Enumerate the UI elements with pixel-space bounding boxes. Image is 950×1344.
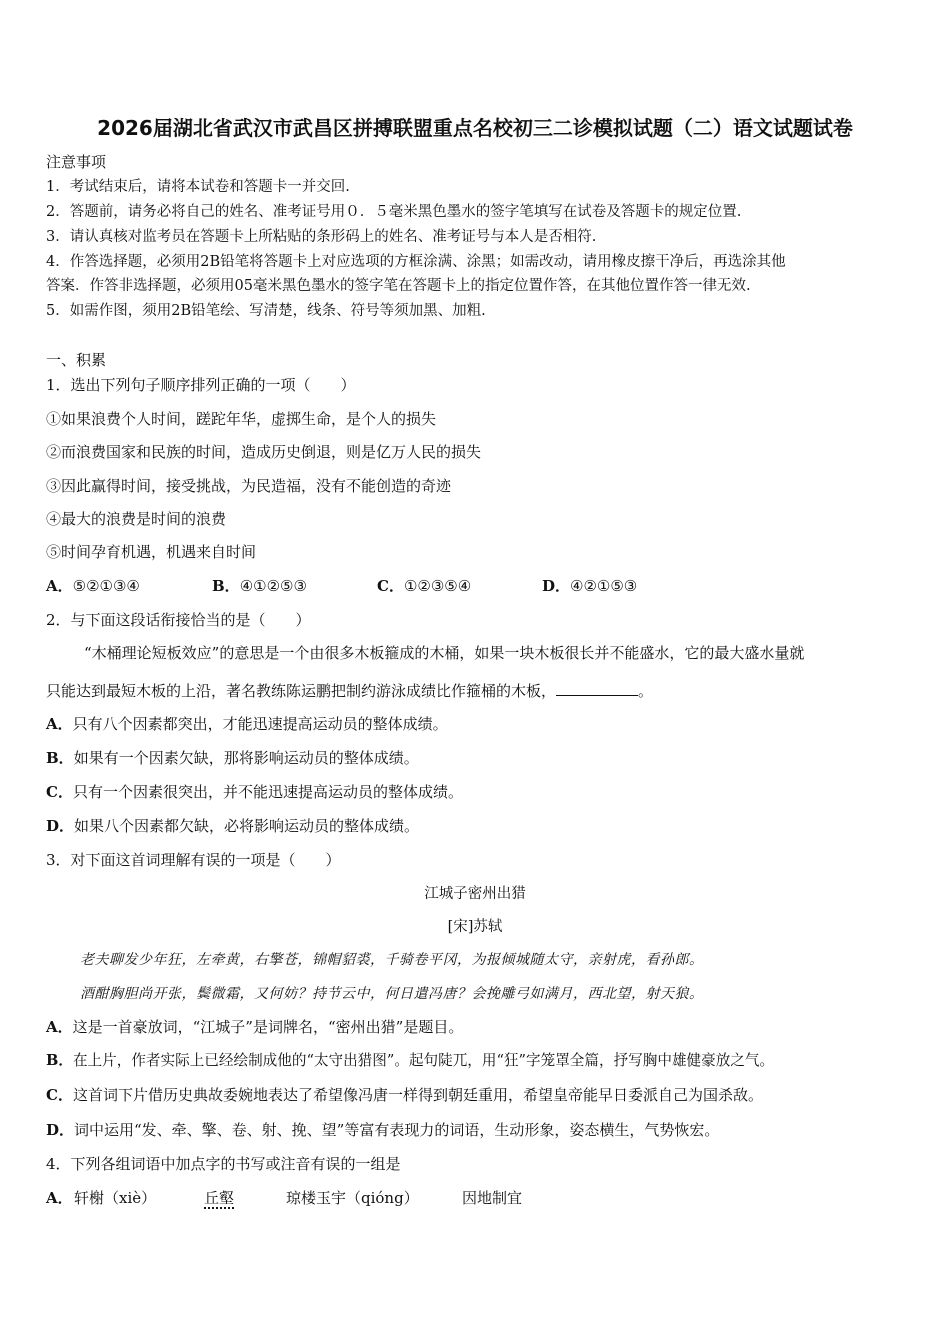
option-label: A． (46, 1018, 73, 1036)
option-text: 如果有一个因素欠缺，那将影响运动员的整体成绩。 (73, 749, 419, 767)
page-title: 2026届湖北省武汉市武昌区拼搏联盟重点名校初三二诊模拟试题（二）语文试题试卷 (97, 116, 853, 140)
question-number: 4． (46, 1155, 71, 1173)
option-text: 只有一个因素很突出，并不能迅速提高运动员的整体成绩。 (72, 783, 463, 801)
sentence: ③因此赢得时间，接受挑战，为民造福，没有不能创造的奇迹 (46, 477, 452, 495)
option-a-label[interactable]: A． (46, 1189, 73, 1207)
option-text: ④②①⑤③ (570, 577, 638, 595)
answer-blank[interactable] (556, 681, 638, 696)
option-c[interactable] (46, 1085, 763, 1105)
notice-heading: 注意事项 (46, 153, 107, 171)
poem-author: [宋]苏轼 (447, 919, 503, 935)
option-b[interactable] (46, 748, 419, 768)
option-text: 这是一首豪放词，“江城子”是词牌名，“密州出猎”是题目。 (72, 1018, 464, 1036)
option-text: ①②③⑤④ (403, 577, 472, 595)
option-label: D． (46, 817, 75, 835)
option-a[interactable] (46, 1017, 463, 1037)
sentence: ④最大的浪费是时间的浪费 (46, 510, 227, 528)
option-text: ⑤②①③④ (72, 577, 140, 595)
word-item: 因地制宜 (462, 1189, 523, 1207)
option-b[interactable] (212, 576, 307, 596)
option-label: C． (46, 1086, 73, 1104)
option-label: B． (212, 577, 240, 595)
option-a[interactable] (46, 714, 448, 734)
option-text: 如果八个因素都欠缺，必将影响运动员的整体成绩。 (74, 817, 420, 835)
dotted-word: 丘壑 (204, 1189, 235, 1207)
question-number: 1． (46, 376, 71, 394)
question-stem: 与下面这段话衔接恰当的是（ ） (70, 611, 311, 629)
option-c[interactable] (377, 576, 471, 596)
question-stem: 选出下列句子顺序排列正确的一项（ ） (70, 376, 356, 394)
sentence: ②而浪费国家和民族的时间，造成历史倒退，则是亿万人民的损失 (46, 443, 482, 461)
option-label: D． (46, 1121, 75, 1139)
question-3 (46, 850, 341, 870)
sentence: ①如果浪费个人时间，蹉跎年华，虚掷生命，是个人的损失 (46, 410, 437, 428)
option-text: 在上片，作者实际上已经绘制成他的“太守出猎图”。起句陡兀，用“狂”字笼罩全篇，抒写胸中雄健豪放之气。 (72, 1052, 775, 1069)
option-label: C． (46, 783, 73, 801)
option-b[interactable] (46, 1051, 774, 1071)
notice-item: 3．请认真核对监考员在答题卡上所粘贴的条形码上的姓名、准考证号与本人是否相符. (46, 229, 597, 245)
passage-line (46, 681, 653, 701)
poem-line: 酒酣胸胆尚开张，鬓微霜，又何妨？持节云中，何日遣冯唐？会挽雕弓如满月，西北望，射天狼。 (80, 986, 704, 1002)
notice-item: 1．考试结束后，请将本试卷和答题卡一并交回. (46, 179, 350, 195)
question-4 (46, 1154, 401, 1174)
passage-end: 。 (638, 682, 654, 700)
notice-item: 答案．作答非选择题，必须用05毫米黑色墨水的签字笔在答题卡上的指定位置作答，在其他位置作答一律无效. (46, 278, 751, 294)
option-label: A． (46, 577, 73, 595)
notice-item: 5．如需作图，须用2B铅笔绘、写清楚，线条、符号等须加黑、加粗. (46, 303, 486, 319)
question-stem: 下列各组词语中加点字的书写或注音有误的一组是 (70, 1155, 401, 1173)
question-number: 2． (46, 611, 71, 629)
option-label: D． (542, 577, 571, 595)
option-d[interactable] (46, 1120, 719, 1140)
question-2 (46, 610, 311, 630)
option-label: A． (46, 715, 73, 733)
option-a[interactable] (46, 576, 140, 596)
notice-item: 2．答题前，请务必将自己的姓名、准考证号用０．５毫米黑色墨水的签字笔填写在试卷及答题卡的规定位置. (46, 204, 742, 220)
question-stem: 对下面这首词理解有误的一项是（ ） (70, 851, 341, 869)
option-label: B． (46, 1052, 73, 1069)
sentence: ⑤时间孕育机遇，机遇来自时间 (46, 543, 257, 561)
question-1 (46, 375, 356, 395)
passage-line: “木桶理论短板效应”的意思是一个由很多木板箍成的木桶，如果一块木板很长并不能盛水，它的最大盛水量就 (84, 644, 805, 662)
poem-line: 老夫聊发少年狂，左牵黄，右擎苍，锦帽貂裘，千骑卷平冈，为报倾城随太守，亲射虎，看孙郎。 (80, 952, 704, 968)
option-d[interactable] (46, 816, 419, 836)
option-label: B． (46, 749, 74, 767)
passage-text: 只能达到最短木板的上沿，著名教练陈运鹏把制约游泳成绩比作箍桶的木板， (46, 682, 557, 700)
option-text: 只有八个因素都突出，才能迅速提高运动员的整体成绩。 (72, 715, 448, 733)
option-d[interactable] (542, 576, 637, 596)
option-c[interactable] (46, 782, 463, 802)
notice-item: 4．作答选择题，必须用2B铅笔将答题卡上对应选项的方框涂满、涂黑；如需改动，请用橡皮擦干净后，再选涂其他 (46, 254, 786, 270)
option-label: C． (377, 577, 404, 595)
option-text: ④①②⑤③ (239, 577, 307, 595)
word-item (204, 1188, 234, 1208)
word-item: 轩榭（xiè） (74, 1189, 157, 1207)
poem-title: 江城子密州出猎 (424, 886, 526, 902)
section-heading: 一、积累 (46, 351, 107, 369)
question-number: 3． (46, 851, 71, 869)
option-text: 这首词下片借历史典故委婉地表达了希望像冯唐一样得到朝廷重用，希望皇帝能早日委派自己为国杀敌。 (72, 1086, 763, 1104)
option-text: 词中运用“发、牵、擎、卷、射、挽、望”等富有表现力的词语，生动形象，姿态横生，气势恢宏。 (74, 1121, 720, 1139)
word-item: 琼楼玉宇（qióng） (286, 1189, 419, 1207)
